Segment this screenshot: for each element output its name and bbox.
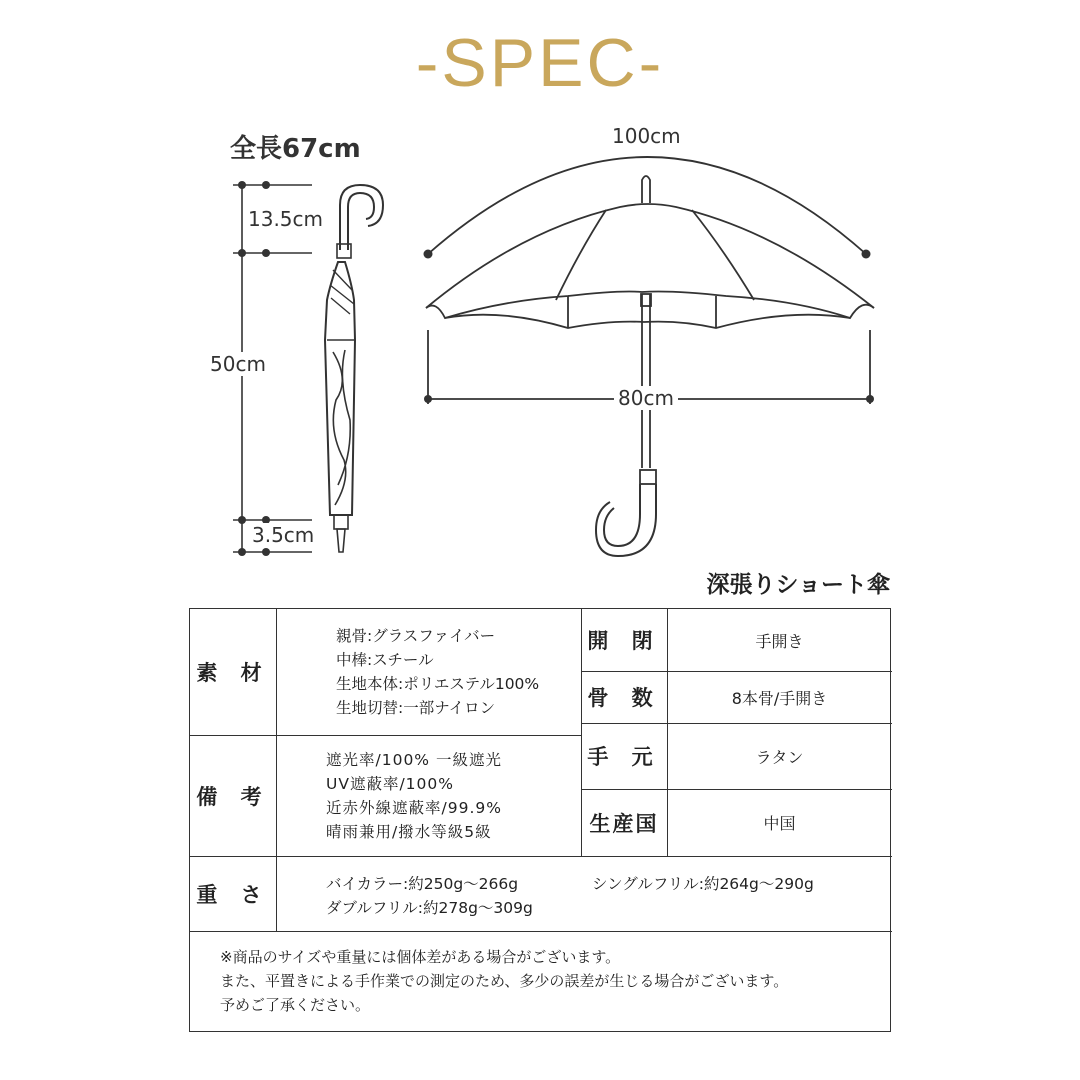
shaft-length-label: 50cm <box>210 352 266 376</box>
arc-100cm <box>428 157 866 254</box>
tip-length-label: 3.5cm <box>252 523 315 547</box>
remarks-list <box>326 735 581 856</box>
remarks-line: 晴雨兼用/撥水等級5級 <box>326 822 492 841</box>
remarks-line: UV遮蔽率/100% <box>326 774 454 793</box>
remarks-label: 備 考 <box>196 784 270 809</box>
handle-label: 手 元 <box>587 745 661 769</box>
open-width-label: 80cm <box>614 386 678 410</box>
closed-umbrella-handle <box>340 185 383 250</box>
opening-label: 開 閉 <box>587 629 661 653</box>
origin-value: 中国 <box>763 814 796 833</box>
ribs-value: 8本骨/手開き <box>731 688 828 708</box>
material-label: 素 材 <box>196 661 270 685</box>
spec-table <box>189 608 891 1032</box>
material-list <box>336 609 581 735</box>
note-line: 予めご了承ください。 <box>220 996 371 1014</box>
spec-heading: -SPEC- <box>415 25 665 101</box>
material-line: 生地切替:一部ナイロン <box>336 699 496 717</box>
material-line: 親骨:グラスファイバー <box>336 627 496 645</box>
arc-width-label: 100cm <box>612 124 681 148</box>
opening-value: 手開き <box>755 631 804 651</box>
material-line: 生地本体:ポリエステル100% <box>336 675 540 693</box>
closed-umbrella-body <box>325 262 355 515</box>
note-line: また、平置きによる手作業での測定のため、多少の誤差が生じる場合がございます。 <box>220 972 789 990</box>
open-umbrella-handle <box>604 484 640 546</box>
notes <box>220 931 880 1031</box>
ribs-label: 骨 数 <box>587 686 661 710</box>
remarks-line: 近赤外線遮蔽率/99.9% <box>326 798 502 817</box>
handle-length-label: 13.5cm <box>248 207 324 231</box>
handle-value: ラタン <box>755 747 804 767</box>
note-line: ※商品のサイズや重量には個体差がある場合がございます。 <box>220 948 621 966</box>
total-length-label: 全長67cm <box>230 134 361 164</box>
material-line: 中棒:スチール <box>336 651 434 669</box>
weight-single-frill: シングルフリル:約264g〜290g <box>592 875 814 893</box>
origin-label: 生産国 <box>589 811 659 836</box>
weight-label: 重 さ <box>196 882 270 907</box>
weight-bicolor: バイカラー:約250g〜266g <box>326 875 519 893</box>
remarks-line: 遮光率/100% 一級遮光 <box>326 750 502 769</box>
weight-double-frill: ダブルフリル:約278g〜309g <box>326 899 533 917</box>
product-name: 深張りショート傘 <box>706 572 890 598</box>
